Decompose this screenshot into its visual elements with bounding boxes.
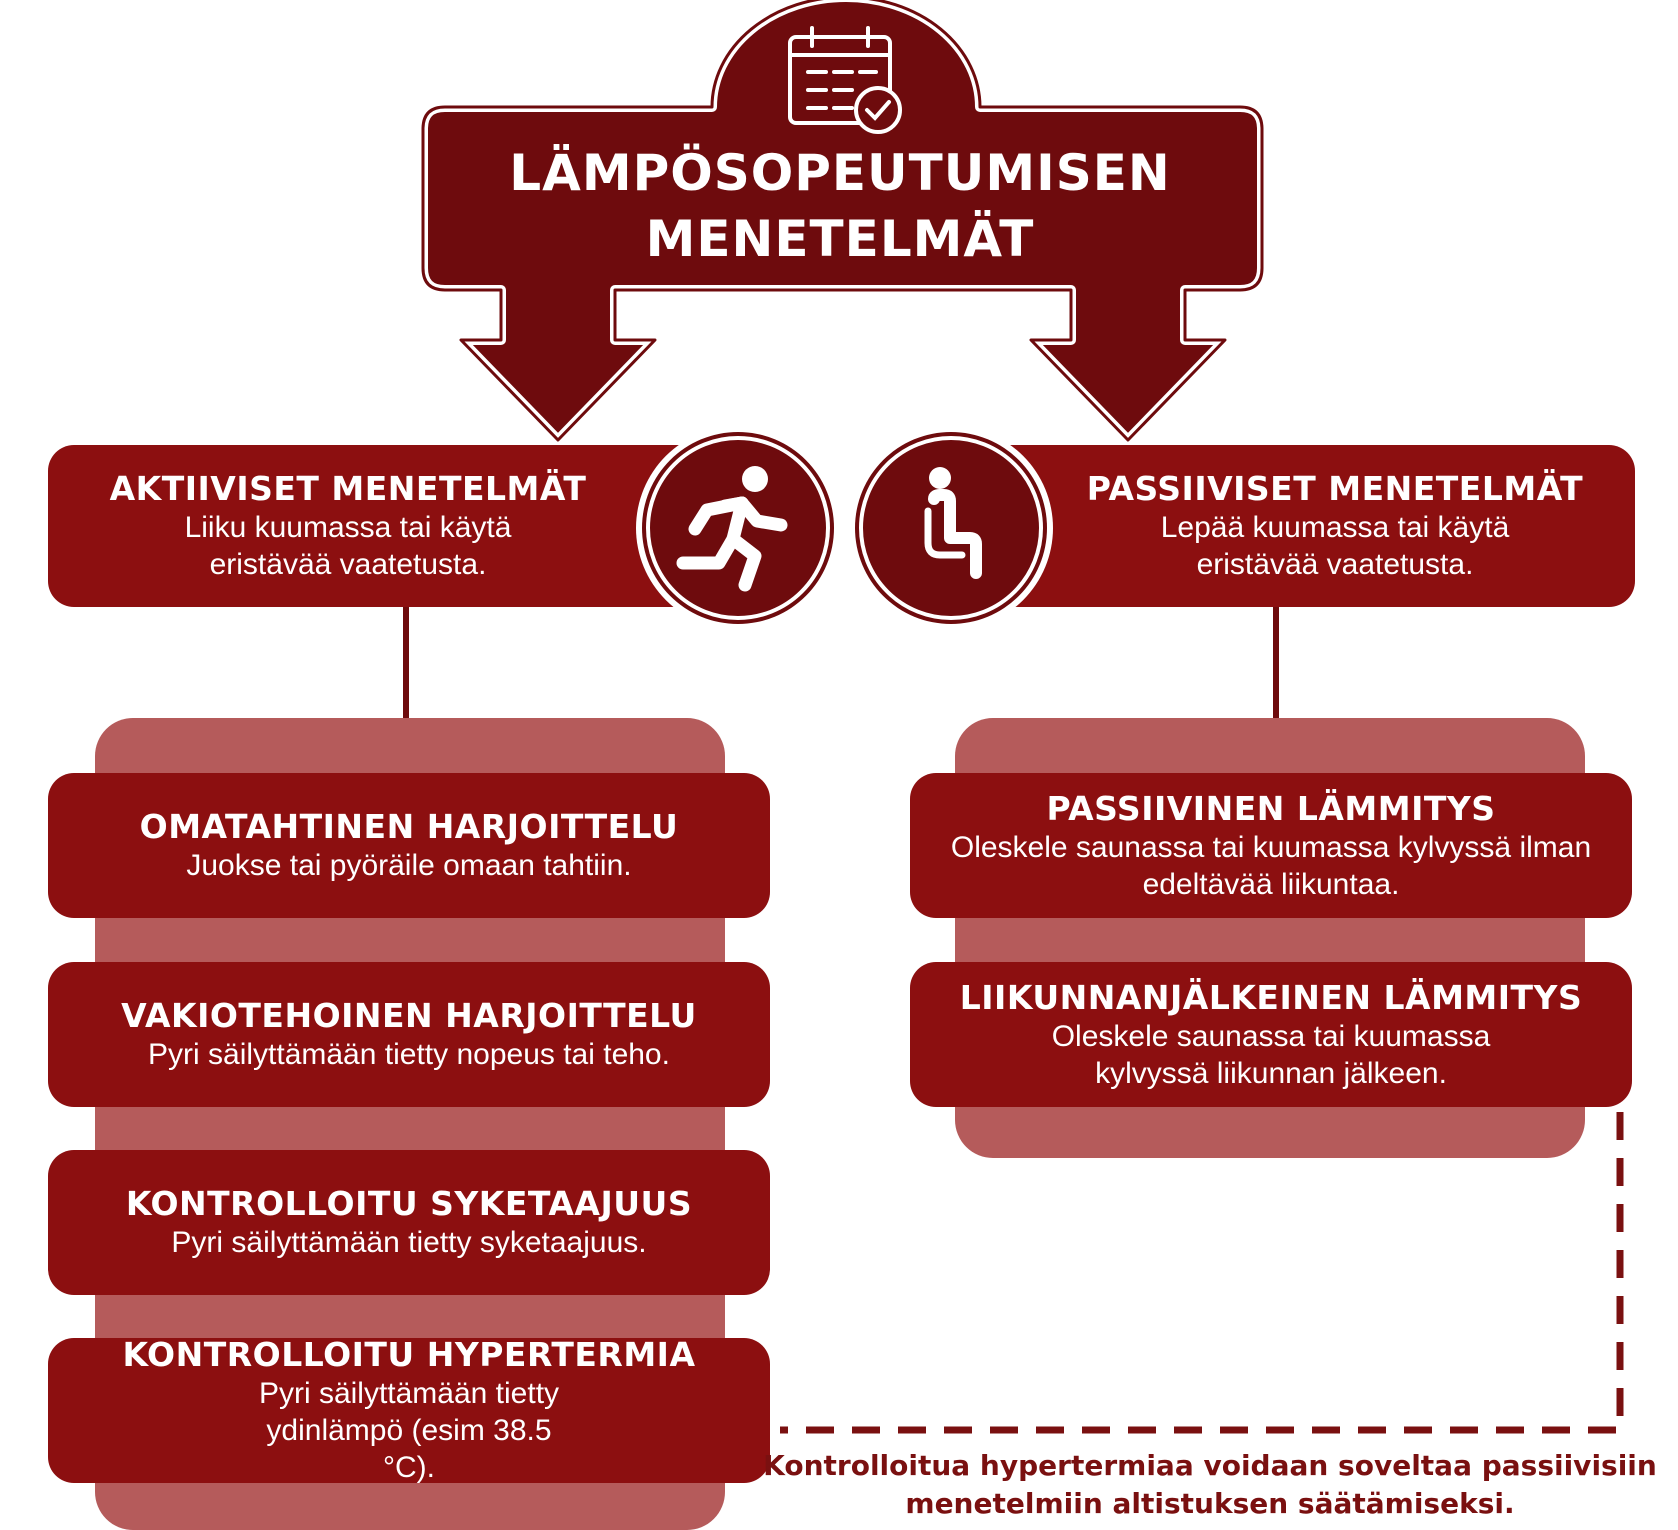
method-description: Oleskele saunassa tai kuumassa kylvyssä liikunnan jälkeen.: [1051, 1019, 1491, 1090]
active-methods-description: Liiku kuumassa tai käytä eristävää vaatetusta.: [184, 511, 512, 581]
running-person-icon: [633, 423, 843, 633]
seated-person-icon: [846, 423, 1056, 633]
dashed-connector: [780, 1112, 1620, 1430]
method-card-post-exercise-heating: [910, 962, 1632, 1107]
method-description: Pyri säilyttämään tietty syketaajuus.: [171, 1226, 647, 1259]
method-card-self-paced: [48, 773, 770, 918]
footnote: Kontrolloitua hypertermiaa voidaan soveltaa passiivisiin menetelmiin altistuksen säätämiseksi.: [763, 1449, 1657, 1520]
method-title: PASSIIVINEN LÄMMITYS: [1046, 788, 1496, 828]
method-card-passive-heating: [910, 773, 1632, 918]
method-description: Pyri säilyttämään tietty ydinlämpö (esim 38.5 °C).: [258, 1377, 560, 1484]
method-card-constant-load: [48, 962, 770, 1107]
passive-methods-title: PASSIIVISET MENETELMÄT: [1086, 469, 1584, 508]
method-title: OMATAHTINEN HARJOITTELU: [139, 807, 679, 846]
passive-methods-description: Lepää kuumassa tai käytä eristävää vaatetusta.: [1160, 511, 1510, 581]
method-title: KONTROLLOITU SYKETAAJUUS: [125, 1184, 693, 1223]
passive-methods-card: [975, 445, 1635, 607]
method-title: VAKIOTEHOINEN HARJOITTELU: [121, 996, 697, 1035]
method-title: LIIKUNNANJÄLKEINEN LÄMMITYS: [959, 977, 1583, 1017]
method-card-controlled-hyperthermia: [48, 1335, 770, 1484]
method-description: Pyri säilyttämään tietty nopeus tai teho.: [148, 1038, 670, 1071]
page-title: LÄMPÖSOPEUTUMISEN MENETELMÄT: [509, 144, 1171, 268]
method-card-controlled-heart-rate: [48, 1150, 770, 1295]
method-title: KONTROLLOITU HYPERTERMIA: [122, 1335, 696, 1374]
active-methods-title: AKTIIVISET MENETELMÄT: [109, 469, 587, 508]
method-description: Juokse tai pyöräile omaan tahtiin.: [186, 849, 632, 882]
method-description: Oleskele saunassa tai kuumassa kylvyssä ilman edeltävää liikuntaa.: [950, 830, 1592, 901]
active-methods-card: [48, 445, 708, 607]
